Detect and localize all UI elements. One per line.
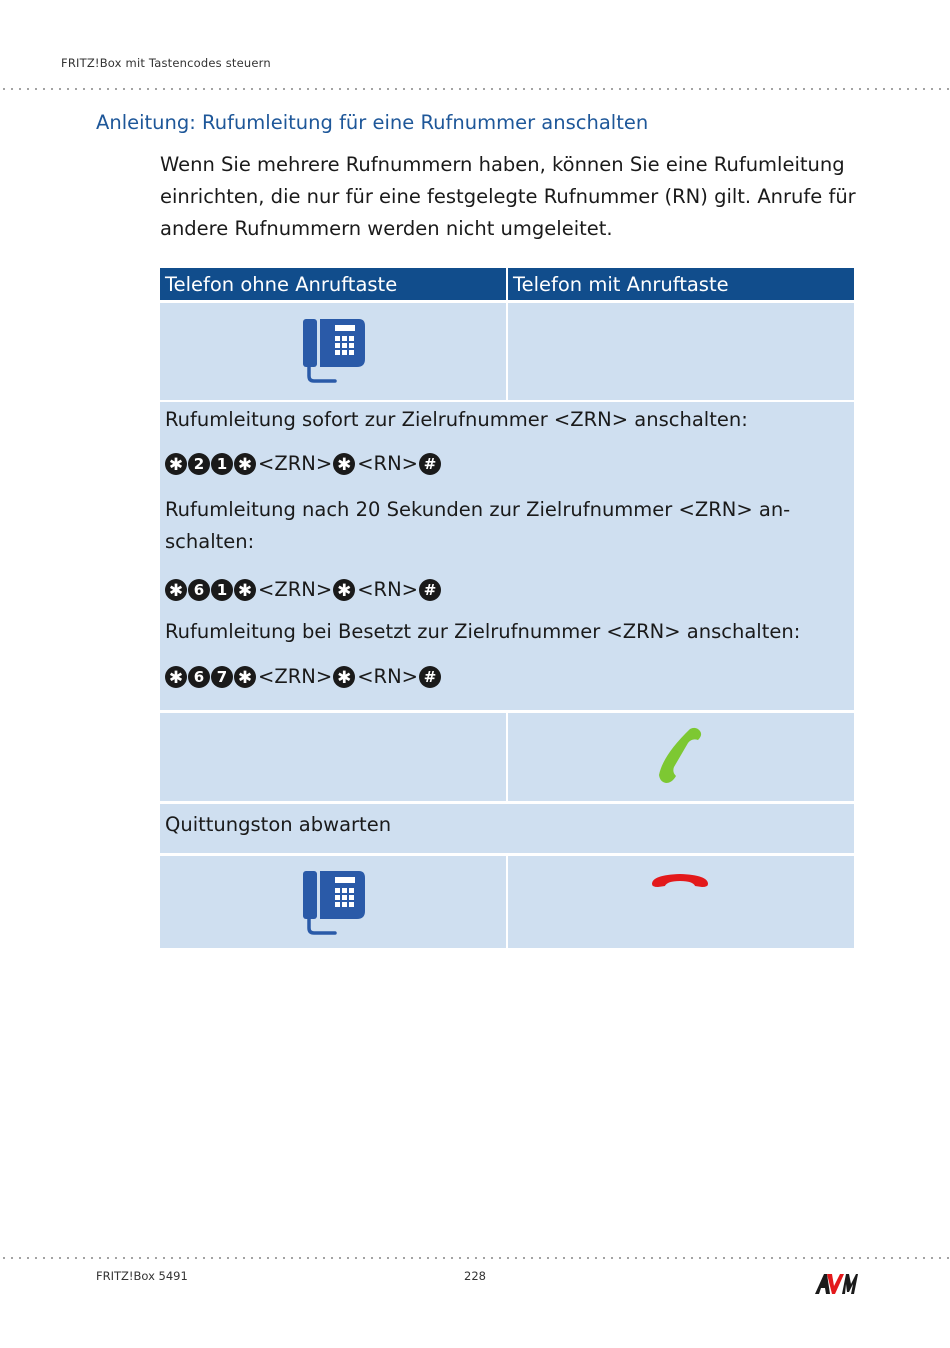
key-hash: # <box>419 666 441 688</box>
cell-empty <box>160 713 506 801</box>
instruction-label: Rufumleitung nach 20 Sekunden zur Zielrufnummer <ZRN> an- <box>165 498 791 521</box>
zrn-placeholder: <ZRN> <box>258 665 333 688</box>
cell-empty <box>508 303 854 400</box>
zrn-placeholder: <ZRN> <box>258 578 333 601</box>
confirm-text: Quittungston abwarten <box>165 813 392 836</box>
key-star: ✱ <box>165 579 187 601</box>
key-star: ✱ <box>234 666 256 688</box>
cell-instructions <box>160 402 854 710</box>
key-code <box>165 665 442 689</box>
key-star: ✱ <box>234 579 256 601</box>
zrn-placeholder: <ZRN> <box>258 452 333 475</box>
instruction-label: Rufumleitung bei Besetzt zur Zielrufnummer <ZRN> anschalten: <box>165 620 801 643</box>
top-dotted-divider <box>0 88 950 90</box>
avm-logo-icon <box>814 1272 858 1296</box>
key-hash: # <box>419 453 441 475</box>
key-digit: 6 <box>188 579 210 601</box>
footer-product: FRITZ!Box 5491 <box>96 1269 188 1283</box>
desk-phone-icon <box>301 870 367 936</box>
key-star: ✱ <box>333 453 355 475</box>
handset-hangup-icon <box>650 870 710 890</box>
column-header-right: Telefon mit Anruftaste <box>508 268 854 300</box>
bottom-dotted-divider <box>0 1257 950 1259</box>
column-header-left: Telefon ohne Anruftaste <box>160 268 506 300</box>
page-number: 228 <box>464 1269 486 1283</box>
key-digit: 1 <box>211 579 233 601</box>
key-code <box>165 578 442 602</box>
key-digit: 1 <box>211 453 233 475</box>
key-code <box>165 452 442 476</box>
instruction-label: Rufumleitung sofort zur Zielrufnummer <ZRN> anschalten: <box>165 408 748 431</box>
key-star: ✱ <box>333 666 355 688</box>
cell-pickup <box>508 713 854 801</box>
key-star: ✱ <box>234 453 256 475</box>
cell-hangup <box>508 856 854 948</box>
key-star: ✱ <box>333 579 355 601</box>
intro-line: Wenn Sie mehrere Rufnummern haben, können Sie eine Rufumleitung <box>160 153 845 176</box>
instruction-label: schalten: <box>165 530 255 553</box>
intro-line: andere Rufnummern werden nicht umgeleitet. <box>160 217 613 240</box>
cell-desk-phone <box>160 856 506 948</box>
rn-placeholder: <RN> <box>357 665 419 688</box>
running-header: FRITZ!Box mit Tastencodes steuern <box>61 56 271 70</box>
rn-placeholder: <RN> <box>357 452 419 475</box>
key-hash: # <box>419 579 441 601</box>
cell-confirm <box>160 804 854 853</box>
section-title: Anleitung: Rufumleitung für eine Rufnummer anschalten <box>96 111 649 134</box>
key-digit: 6 <box>188 666 210 688</box>
key-digit: 7 <box>211 666 233 688</box>
intro-paragraph <box>160 149 865 245</box>
key-star: ✱ <box>165 666 187 688</box>
handset-pickup-icon <box>654 725 706 787</box>
desk-phone-icon <box>301 318 367 384</box>
cell-desk-phone <box>160 303 506 400</box>
key-star: ✱ <box>165 453 187 475</box>
intro-line: einrichten, die nur für eine festgelegte Rufnummer (RN) gilt. Anrufe für <box>160 185 856 208</box>
rn-placeholder: <RN> <box>357 578 419 601</box>
key-digit: 2 <box>188 453 210 475</box>
